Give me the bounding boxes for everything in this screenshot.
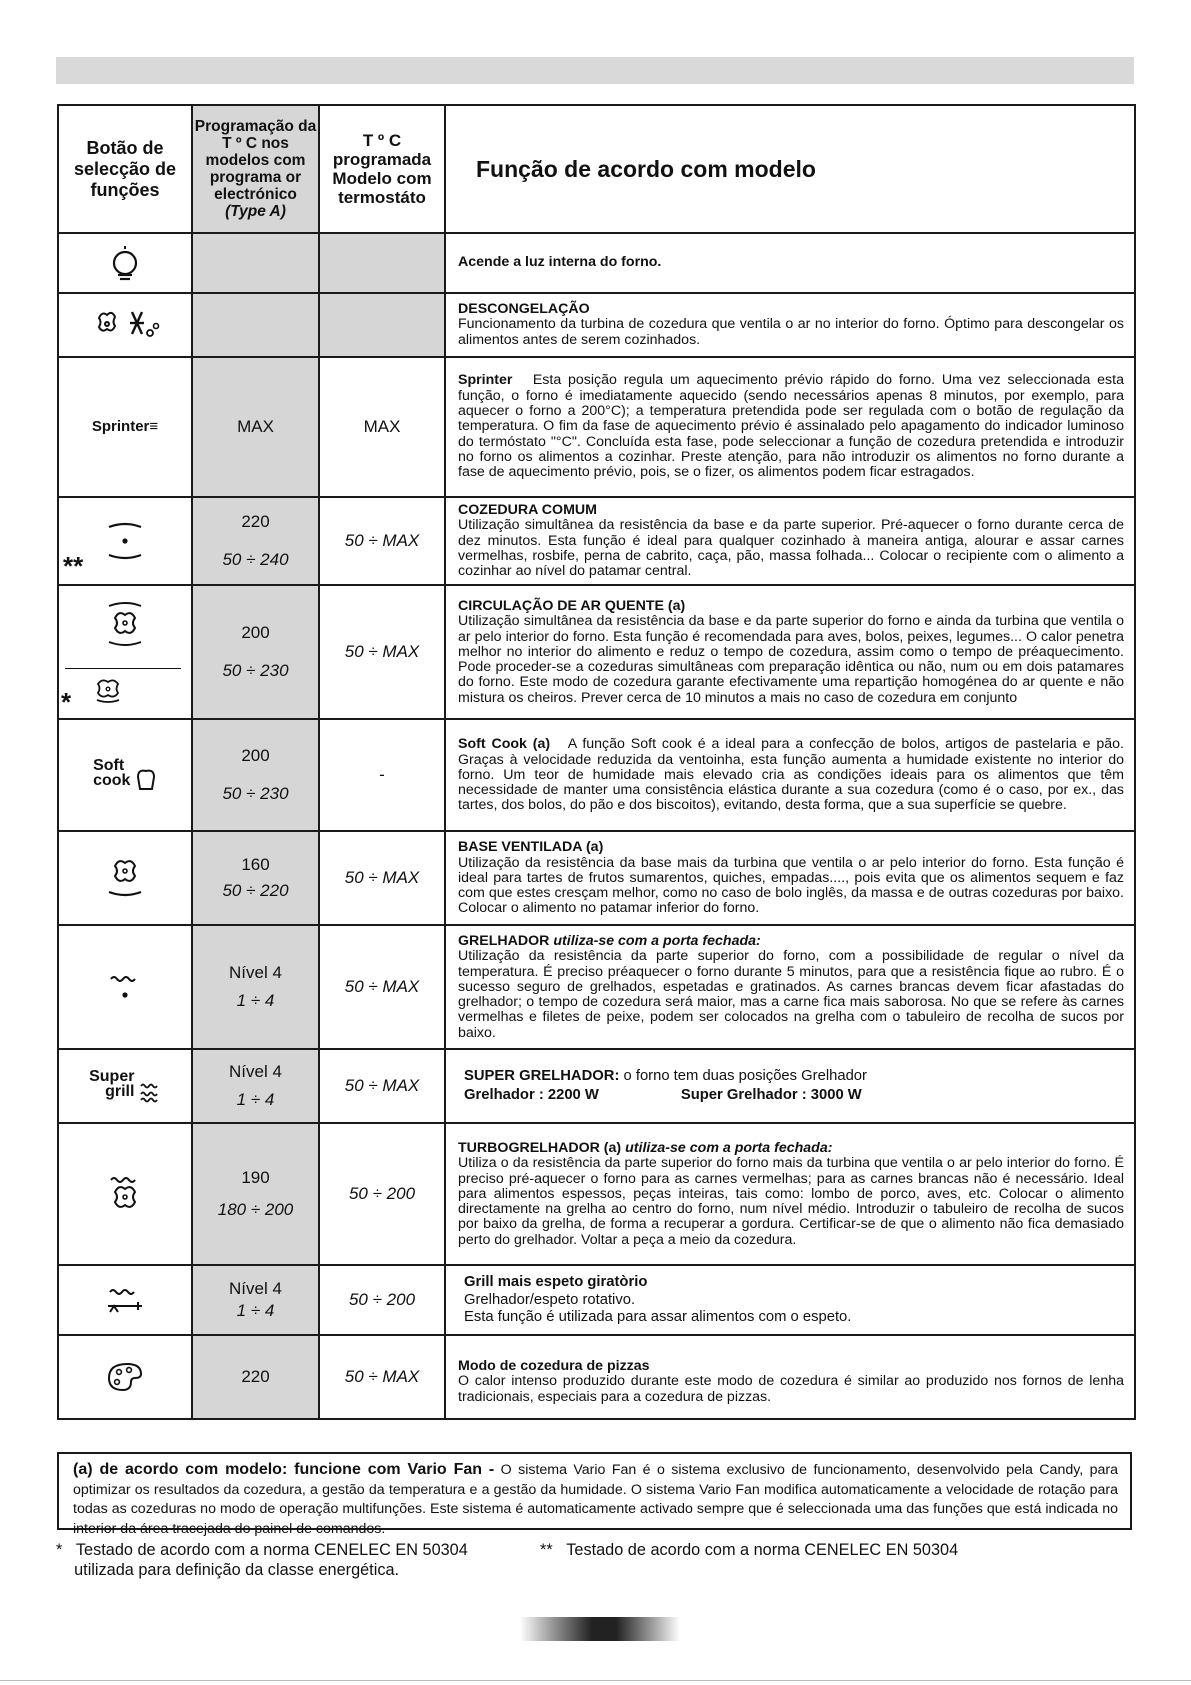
header-thermostat: T º C programada Modelo com termostáto [319, 105, 445, 233]
table-row [58, 357, 1135, 497]
programmed-temp: MAX [192, 357, 319, 497]
footnote-1: * Testado de acordo com a norma CENELEC EN 50304 utilizada para definição da classe energética. [56, 1541, 468, 1579]
thermostat-temp: 50 ÷ 200 [319, 1123, 445, 1265]
function-description: Acende a luz interna do forno. [445, 233, 1135, 293]
super-grill-icon: Super grill [58, 1049, 192, 1123]
turbo-grill-icon [58, 1123, 192, 1265]
conventional-icon: ** [58, 497, 192, 585]
thermostat-temp: 50 ÷ MAX [319, 1335, 445, 1419]
oven-light-icon [58, 233, 192, 293]
function-description: TURBOGRELHADOR (a) utiliza-se com a porta fechada: Utiliza o da resistência da parte superior do forno mais da turbina que ventila o ar pelo interior do forno. É preciso pré-aquecer o forno para as carnes vermelhas; para as carnes brancas não é necessário. Ideal para alimentos espessos, peças inteiras, tais como: lombo de porco, aves, etc. Colocar o alimento directamente na grelha ao centro do forno, num nível médio. Introduzir o tabuleiro de recolha de sucos por baixo da grelha, de forma a recuperar a gordura. Certificar-se de que o alimento não fica demasiado perto do grelhador. Voltar a peça a meio da cozedura. [445, 1123, 1135, 1265]
rotisserie-icon [58, 1265, 192, 1335]
function-description: CIRCULAÇÃO DE AR QUENTE (a) Utilização simultânea da resistência da base e da parte superior do forno e ainda da turbina que ventila o ar pelo interior do forno. Esta função é recomendada para aves, bolos, peixes, legumes... O calor penetra melhor no interior do alimento e reduz o tempo de cozedura, assim como o tempo de préaquecimento. Pode proceder-se a cozeduras simultâneas com preparação idêntica ou não, num ou em dois patamares do forno. Este modo de cozedura garante efectivamente uma repartição homogénea do ar quente e não mistura os cheiros. Prever cerca de 10 minutos a mais no caso de cozedura em conjunto [445, 585, 1135, 719]
fan-convection-icon: * [58, 585, 192, 719]
footnote-2: ** Testado de acordo com a norma CENELEC EN 50304 [540, 1541, 959, 1559]
table-row [58, 1123, 1135, 1265]
thermostat-temp: 50 ÷ MAX [319, 585, 445, 719]
vario-fan-note: (a) de acordo com modelo: funcione com Vario Fan - O sistema Vario Fan é o sistema exclusivo de funcionamento, desenvolvido pela Candy, para optimizar os resultados da cozedura, a gestão da temperatura e a gestão da humidade. O sistema Vario Fan modifica automaticamente a velocidade de rotação para todas as cozeduras no modo de operação multifunções. Este sistema é automaticamente activado sempre que é seleccionada uma das funções que está indicada no interior da área tracejada do painel de comandos. [57, 1452, 1132, 1530]
programmed-temp: Nível 4 1 ÷ 4 [192, 1049, 319, 1123]
table-row [58, 497, 1135, 585]
thermostat-temp: 50 ÷ MAX [319, 497, 445, 585]
programmed-temp: 200 50 ÷ 230 [192, 719, 319, 831]
thermostat-temp: MAX [319, 357, 445, 497]
table-row [58, 831, 1135, 925]
header-selector: Botão de selecção de funções [58, 105, 192, 233]
function-description: Sprinter Esta posição regula um aquecimento prévio rápido do forno. Uma vez seleccionada esta função, o forno é imediatamente aquecido (sendo necessários apenas 8 minutos, por exemplo, para aquecer o forno a 200°C); a temperatura pretendida pode ser regulada com o botão de regulação da temperatura. O fim da fase de aquecimento prévio é assinalado pelo apagamento do indicador luminoso do termóstato "°C". Concluída esta fase, pode seleccionar a função de cozedura pretendida e introduzir no forno os alimentos a cozinhar. Preste atenção, para não introduzir os alimentos no forno durante a fase de aquecimento prévio, pois, se o fizer, os alimentos podem ficar estragados. [445, 357, 1135, 497]
thermostat-temp: 50 ÷ 200 [319, 1265, 445, 1335]
programmed-temp: Nível 4 1 ÷ 4 [192, 1265, 319, 1335]
function-description: BASE VENTILADA (a) Utilização da resistência da base mais da turbina que ventila o ar pelo interior do forno. Esta função é ideal para tartes de frutos sumarentos, quiches, empadas...., pois evita que os alimentos sequem e faz com que estes cresçam melhor, como no caso de bolo inglês, da massa e de outras cozeduras por baixo. Colocar o alimento no patamar inferior do forno. [445, 831, 1135, 925]
table-row [58, 1049, 1135, 1123]
function-description: DESCONGELAÇÃO Funcionamento da turbina de cozedura que ventila o ar no interior do forno. Óptimo para descongelar os alimentos antes de serem cozinhados. [445, 293, 1135, 357]
programmed-temp: 220 50 ÷ 240 [192, 497, 319, 585]
defrost-icon [58, 293, 192, 357]
table-row [58, 585, 1135, 719]
thermostat-temp: 50 ÷ MAX [319, 925, 445, 1049]
header-function: Função de acordo com modelo [445, 105, 1135, 233]
programmed-temp: 190 180 ÷ 200 [192, 1123, 319, 1265]
bottom-rule [0, 1680, 1191, 1681]
soft-cook-icon: Soft cook [58, 719, 192, 831]
function-description: Soft Cook (a) A função Soft cook é a ideal para a confecção de bolos, artigos de pastelaria e pão. Graças à velocidade reduzida da ventoinha, esta função aumenta a humidade existente no interior do forno. Um teor de humidade mais elevado cria as condições ideais para os alimentos que têm necessidade de manter uma consistência elástica durante a sua cozedura (como é o caso, por ex., das tartes, dos bolos, do pão e dos biscoitos), evitando, desta forma, que a sua superfície se quebre. [445, 719, 1135, 831]
programmed-temp: Nível 4 1 ÷ 4 [192, 925, 319, 1049]
function-description: GRELHADOR utiliza-se com a porta fechada: Utilização da resistência da parte superior do forno, com a possibilidade de regular o nível da temperatura. É preciso préaquecer o forno durante 5 minutos, para que a resistência fique ao rubro. É o sucesso seguro de grelhados, espetadas e gratinados. As carnes brancas devem ficar afastadas do grelhador; o tempo de cozedura será maior, mas a carne fica mais saborosa. No que se refere às carnes vermelhas e filetes de peixe, podem ser colocados na grelha com o tabuleiro de recolha de sucos por baixo. [445, 925, 1135, 1049]
header-programming: Programação da T º C nos modelos com programa or electrónico (Type A) [192, 105, 319, 233]
grill-icon [58, 925, 192, 1049]
header-bar [56, 57, 1134, 84]
thermostat-temp: 50 ÷ MAX [319, 831, 445, 925]
thermostat-temp: - [319, 719, 445, 831]
programmed-temp: 220 [192, 1335, 319, 1419]
function-description: Grill mais espeto giratòrio Grelhador/espeto rotativo. Esta função é utilizada para assar alimentos com o espeto. [445, 1265, 1135, 1335]
functions-table [57, 104, 1136, 1420]
pizza-icon [58, 1335, 192, 1419]
table-row [58, 719, 1135, 831]
table-row [58, 925, 1135, 1049]
function-description: SUPER GRELHADOR: o forno tem duas posições Grelhador Grelhador : 2200 W Super Grelhador : 3000 W [445, 1049, 1135, 1123]
table-header-row [58, 105, 1135, 233]
table-row [58, 233, 1135, 293]
table-row [58, 1265, 1135, 1335]
table-row [58, 293, 1135, 357]
thermostat-temp: 50 ÷ MAX [319, 1049, 445, 1123]
function-description: Modo de cozedura de pizzas O calor intenso produzido durante este modo de cozedura é similar ao produzido nos fornos de lenha tradicionais, especiais para a cozedura de pizzas. [445, 1335, 1135, 1419]
fan-base-icon [58, 831, 192, 925]
sprinter-icon: Sprinter≡ [58, 357, 192, 497]
programmed-temp: 160 50 ÷ 220 [192, 831, 319, 925]
table-row [58, 1335, 1135, 1419]
function-description: COZEDURA COMUM Utilização simultânea da resistência da base e da parte superior. Pré-aquecer o forno durante cerca de dez minutos. Esta função é ideal para qualquer cozinhado à maneira antiga, alourar e assar carnes vermelhas, rosbife, perna de cabrito, caça, pão, massa folhada... Colocar o recipiente com o alimento a cozinhar ao nível do patamar central. [445, 497, 1135, 585]
page-number-tab [520, 1617, 680, 1641]
programmed-temp: 200 50 ÷ 230 [192, 585, 319, 719]
